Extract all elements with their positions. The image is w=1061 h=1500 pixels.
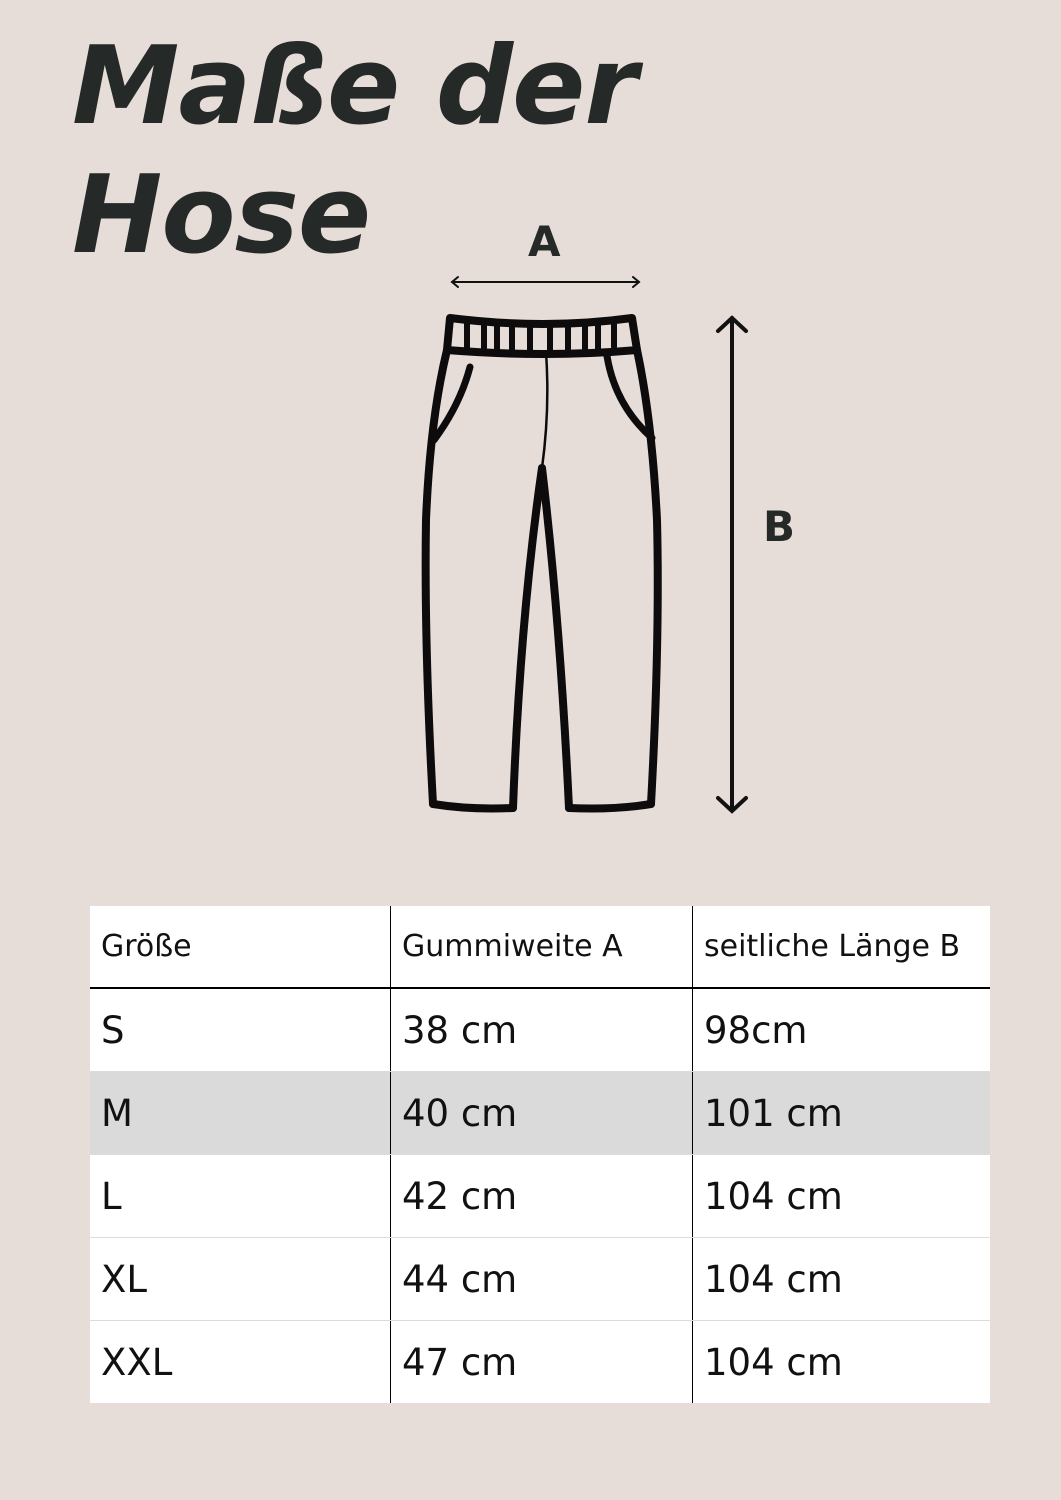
table-row: [90, 1321, 990, 1404]
table-row: [90, 1238, 990, 1321]
cell-length: 104 cm: [693, 1155, 991, 1238]
cell-waist: 38 cm: [391, 988, 693, 1072]
cell-waist: 44 cm: [391, 1238, 693, 1321]
measurement-label-b: B: [763, 502, 796, 551]
table-header-row: [90, 906, 990, 988]
horizontal-double-arrow-icon: [452, 277, 639, 287]
size-table: [90, 906, 990, 1403]
cell-size: L: [90, 1155, 391, 1238]
header-side-length: seitliche Länge B: [693, 906, 991, 988]
pants-outline-icon: [426, 318, 658, 809]
table-row: [90, 1155, 990, 1238]
cell-length: 98cm: [693, 988, 991, 1072]
header-waist-width: Gummiweite A: [391, 906, 693, 988]
cell-size: XXL: [101, 1340, 173, 1384]
title-line-2: Hose: [72, 153, 371, 278]
cell-size: XL: [90, 1238, 391, 1321]
title-line-1: Maße der: [72, 24, 637, 149]
cell-size: S: [90, 988, 391, 1072]
cell-length: 104 cm: [693, 1321, 991, 1404]
cell-length: 104 cm: [693, 1238, 991, 1321]
cell-size: M: [90, 1072, 391, 1155]
cell-waist: 42 cm: [391, 1155, 693, 1238]
cell-length: 101 cm: [693, 1072, 991, 1155]
vertical-double-arrow-icon: [718, 318, 746, 811]
cell-waist: 40 cm: [391, 1072, 693, 1155]
header-size: Größe: [90, 906, 391, 988]
cell-waist: 47 cm: [391, 1321, 693, 1404]
measurement-label-a: A: [528, 217, 561, 266]
table-row: [90, 988, 990, 1072]
table-row: [90, 1072, 990, 1155]
